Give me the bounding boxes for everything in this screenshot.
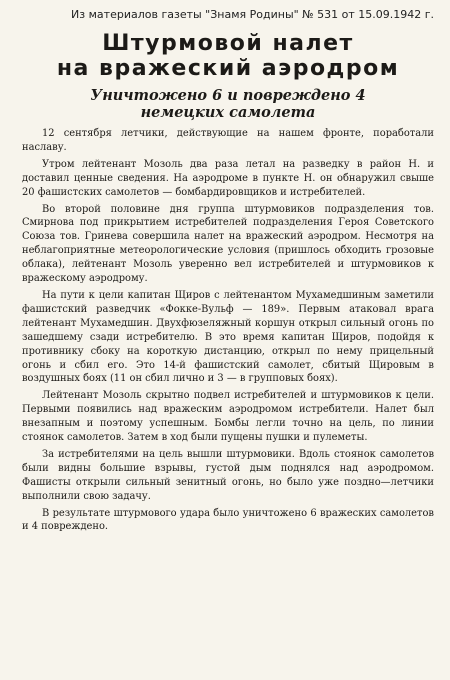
article-subheadline: [22, 87, 434, 121]
headline-line-2: на вражеский аэродром: [56, 56, 400, 81]
paragraph-interception: На пути к цели капитан Щиров с лейтенантом Мухамедшиным заметили фашистский разведчик «Фокке-Вульф — 189». Первым атаковал врага лейтенант Мухамедшин. Двухфюзеляжный коршун открыл сильный огонь по зашедшему сзади истребителю. В это время капитан Щиров, подойдя к противнику сбоку на короткую дистанцию, открыл по нему прицельный огонь и сбил его. Это 14-й фашистский самолет, сбитый Щировым в воздушных боях (11 он сбил лично и 3 — в групповых боях).: [22, 289, 434, 385]
source-caption: Из материалов газеты "Знамя Родины" № 531 от 15.09.1942 г.: [71, 8, 434, 21]
paragraph-stormtroopers: За истребителями на цель вышли штурмовики. Вдоль стоянок самолетов были видны большие взрывы, густой дым поднялся над аэродромом. Фашисты открыли сильный зенитный огонь, но было уже поздно—летчики выполнили свою задачу.: [22, 448, 434, 502]
paragraph-reconnaissance: Утром лейтенант Мозоль два раза летал на разведку в район Н. и доставил ценные сведения. На аэродроме в пункте Н. он обнаружил свыше 20 фашистских самолетов — бомбардировщиков и истребителей.: [22, 158, 434, 198]
headline-line-1: Штурмовой налет: [102, 31, 354, 56]
paragraph-result: В результате штурмового удара было уничтожено 6 вражеских самолетов и 4 повреждено.: [22, 507, 434, 533]
article-body: [22, 127, 434, 534]
subheadline-line-2: немецких самолета: [140, 104, 316, 121]
paragraph-raid: Во второй половине дня группа штурмовиков подразделения тов. Смирнова под прикрытием истребителей подразделения Героя Советского Союза тов. Гринева совершила налет на вражеский аэродром. Несмотря на неблагоприятные метеорологические условия (пришлось обходить грозовые облака), лейтенант Мозоль уверенно вел истребителей и штурмовиков к вражескому аэродрому.: [22, 203, 434, 285]
paragraph-intro: 12 сентября летчики, действующие на нашем фронте, поработали наславу.: [22, 128, 434, 153]
subheadline-line-1: Уничтожено 6 и повреждено 4: [90, 87, 366, 104]
article-headline: [22, 31, 434, 81]
paragraph-attack: Лейтенант Мозоль скрытно подвел истребителей и штурмовиков к цели. Первыми появились над вражеским аэродромом истребители. Налет был внезапным и поэтому успешным. Бомбы легли точно на цель, по линии стоянок самолетов. Затем в ход были пущены пушки и пулеметы.: [22, 390, 434, 444]
